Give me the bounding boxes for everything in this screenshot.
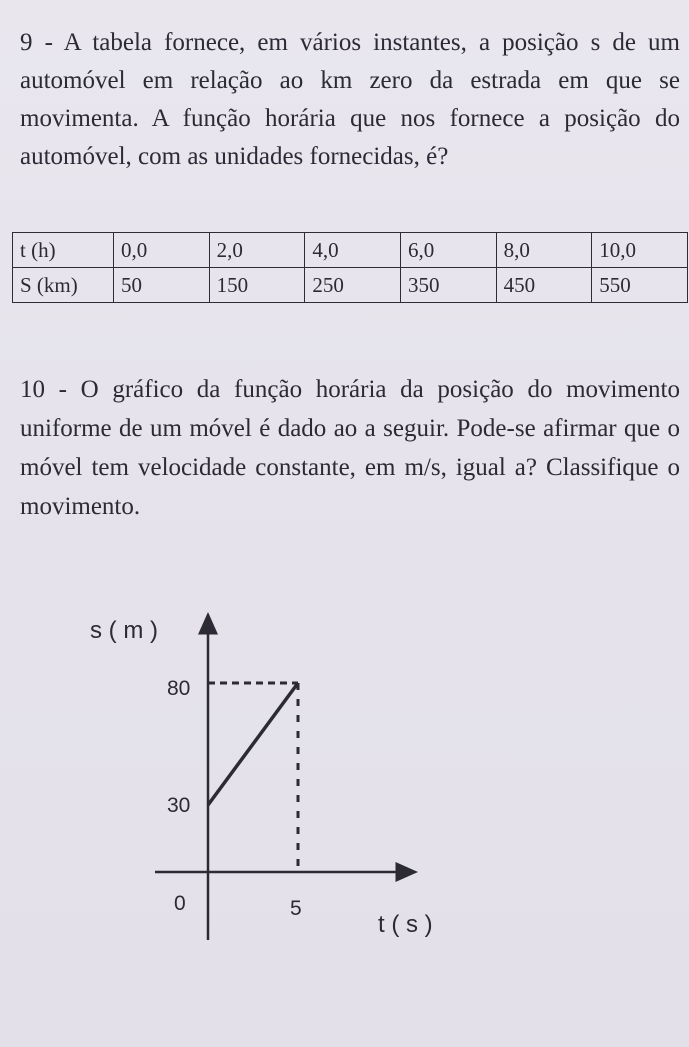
table-cell: 450 — [496, 268, 592, 303]
table-cell: 4,0 — [305, 233, 401, 268]
table-cell: 6,0 — [400, 233, 496, 268]
table-cell: 150 — [209, 268, 305, 303]
table-row-position — [13, 268, 688, 303]
y-tick-label: 80 — [167, 677, 191, 700]
table-header-cell: t (h) — [13, 233, 114, 268]
table-row-time — [13, 233, 688, 268]
x-tick-label: 5 — [290, 897, 302, 920]
table-cell: 550 — [592, 268, 688, 303]
table-cell: 2,0 — [209, 233, 305, 268]
chart-series — [208, 683, 298, 805]
question-9-text: 9 - A tabela fornece, em vários instantes, a posição s de um automóvel em relação ao km zero da estrada em que se movimenta. A função horária que nos fornece a posição do automóvel, com as unidades fornecidas, é? — [20, 29, 680, 170]
table-cell: 8,0 — [496, 233, 592, 268]
question-10-text: 10 - O gráfico da função horária da posição do movimento uniforme de um móvel é dado ao a seguir. Pode-se afirmar que o móvel tem velocidade constante, em m/s, igual a? Classifique o movimento. — [20, 376, 680, 520]
table-cell: 0,0 — [114, 233, 210, 268]
table-cell: 50 — [114, 268, 210, 303]
position-table — [12, 232, 688, 303]
graph-svg — [90, 600, 480, 950]
table-cell: 250 — [305, 268, 401, 303]
position-time-graph — [90, 600, 480, 950]
table-cell: 10,0 — [592, 233, 688, 268]
table-cell: 350 — [400, 268, 496, 303]
table-header-cell: S (km) — [13, 268, 114, 303]
x-tick-label: 0 — [174, 892, 186, 915]
x-axis-label: t ( s ) — [378, 911, 433, 938]
dashed-guides — [208, 683, 298, 872]
y-tick-label: 30 — [167, 794, 191, 817]
y-axis-label: s ( m ) — [90, 617, 158, 644]
series-line — [208, 683, 298, 805]
